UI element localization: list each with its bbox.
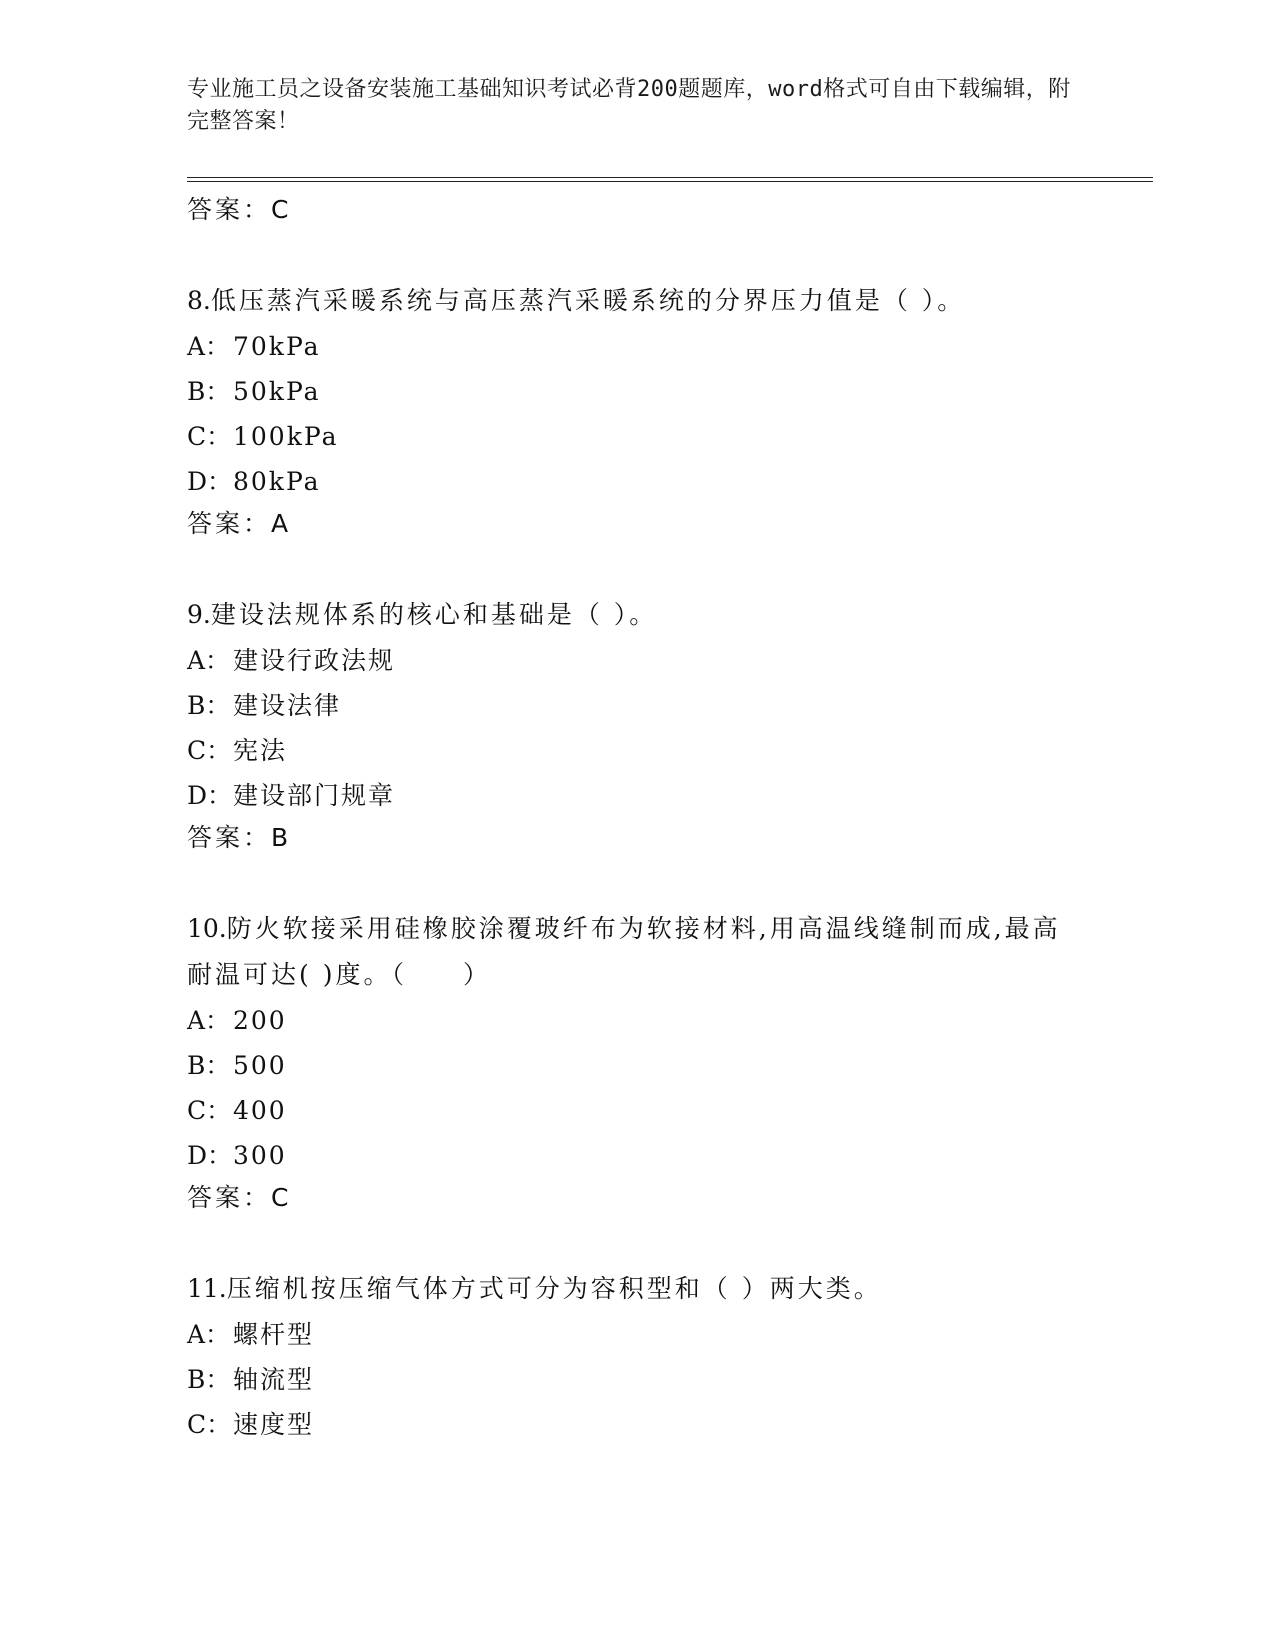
option-text: 80kPa [233,467,321,496]
option-text: 轴流型 [233,1365,315,1394]
option-key: B： [187,1051,231,1080]
option-text: 建设部门规章 [233,781,396,810]
answer-label: 答案： [187,509,272,538]
document-header: 专业施工员之设备安装施工基础知识考试必背200题题库，word格式可自由下载编辑，附完整答案！ [187,77,1071,134]
option-line [187,773,1087,818]
option-text: 200 [233,1006,287,1035]
question-stem: 防火软接采用硅橡胶涂覆玻纤布为软接材料,用高温线缝制而成,最高耐温可达( )度。（ ） [187,914,1061,989]
option-key: B： [187,377,231,406]
option-key: B： [187,1365,231,1394]
option-line [187,1088,1087,1133]
spacer [187,544,1087,592]
question-block [187,906,1087,1266]
option-key: C： [187,1410,232,1439]
question-text [187,1266,1087,1312]
option-text: 建设行政法规 [233,646,396,675]
option-key: B： [187,691,231,720]
answer-line [187,504,1087,544]
question-text [187,592,1087,638]
spacer [187,1218,1087,1266]
option-line [187,683,1087,728]
option-key: D： [187,467,233,496]
spacer [187,230,1087,278]
option-key: A： [187,1006,231,1035]
option-line [187,1043,1087,1088]
answer-line [187,190,1087,230]
answer-value: B [271,823,290,852]
header-divider [187,177,1153,182]
option-key: A： [187,1320,231,1349]
answer-label: 答案： [187,1183,272,1212]
question-block [187,278,1087,592]
option-key: D： [187,781,233,810]
option-text: 300 [233,1141,287,1170]
question-number: 8. [187,286,211,315]
option-line [187,1357,1087,1402]
option-line [187,998,1087,1043]
option-line [187,1133,1087,1178]
option-line [187,638,1087,683]
option-key: C： [187,422,232,451]
option-text: 500 [233,1051,287,1080]
option-line [187,728,1087,773]
option-text: 宪法 [233,736,288,765]
question-stem: 压缩机按压缩气体方式可分为容积型和（ ）两大类。 [226,1274,882,1303]
question-list [187,190,1087,1447]
answer-label: 答案： [187,823,272,852]
question-stem: 低压蒸汽采暖系统与高压蒸汽采暖系统的分界压力值是（ ）。 [210,286,966,315]
answer-value: C [271,1183,290,1212]
option-line [187,459,1087,504]
option-key: A： [187,646,231,675]
option-key: A： [187,332,231,361]
option-line [187,324,1087,369]
option-key: C： [187,736,232,765]
option-text: 速度型 [233,1410,315,1439]
option-text: 螺杆型 [233,1320,315,1349]
question-number: 10. [187,914,227,943]
answer-line [187,1178,1087,1218]
option-key: D： [187,1141,233,1170]
answer-value: A [271,509,290,538]
question-text [187,278,1087,324]
answer-label: 答案： [187,195,272,224]
answer-value: C [271,195,290,224]
question-block [187,592,1087,906]
answer-line [187,818,1087,858]
option-line [187,1402,1087,1447]
option-text: 400 [233,1096,287,1125]
question-number: 9. [187,600,211,629]
option-text: 建设法律 [233,691,342,720]
option-key: C： [187,1096,232,1125]
option-text: 100kPa [233,422,339,451]
question-text [187,906,1087,998]
spacer [187,858,1087,906]
questions-container [187,278,1087,1447]
question-block [187,1266,1087,1447]
option-line [187,369,1087,414]
option-text: 50kPa [233,377,321,406]
option-line [187,1312,1087,1357]
option-line [187,414,1087,459]
option-text: 70kPa [233,332,321,361]
question-number: 11. [187,1274,227,1303]
question-stem: 建设法规体系的核心和基础是（ ）。 [210,600,658,629]
